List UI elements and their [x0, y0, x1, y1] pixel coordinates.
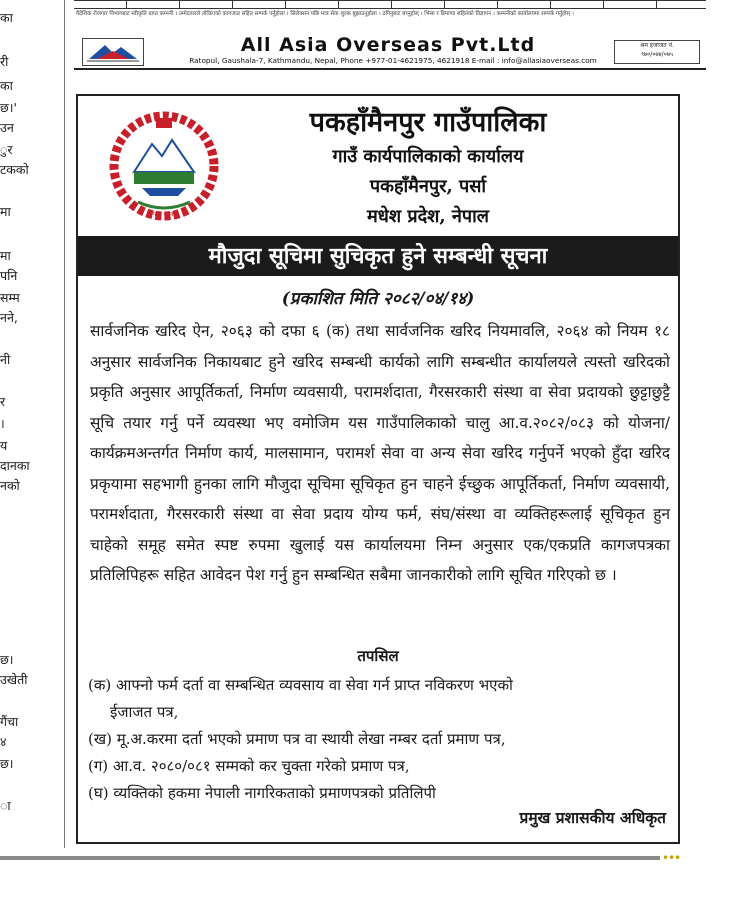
province-name: मधेश प्रदेश, नेपाल: [367, 206, 489, 227]
list-item: (ग) आ.व. २०८०/०८१ सम्मको कर चुक्ता गरेको प्रमाण पत्र,: [88, 757, 410, 775]
column-fragment: ुर: [0, 142, 13, 157]
column-fragment: सम्म: [0, 290, 20, 305]
list-item: (घ) व्यक्तिको हकमा नेपाली नागरिकताको प्रमाणपत्रको प्रतिलिपी: [88, 784, 436, 802]
column-fragment: उन: [0, 120, 14, 135]
column-fragment: का: [0, 10, 13, 25]
column-fragment: नको: [0, 478, 20, 493]
ad-fine-print: वैदेशिक रोजगार विभागबाट स्वीकृति प्राप्त कम्पनी । उम्मेदवारले तोकिएको कागजात सहित सम्पर्क गर्नुहोला । सिलेक्सन पछि मात्र सेवा शुल्क बुझाउनुहोला । ठगिनुबाट बच्नुहोस् । भिसा र डिमाण्ड सहितको विज्ञापन । कम्पनीको कार्यालयमा सम्पर्क गर्नुहोस् ।: [76, 11, 574, 17]
column-fragment: गैंचा: [0, 714, 19, 729]
public-notice: [76, 94, 680, 844]
published-date: (प्रकाशित मिति २०८२/०४/१४): [281, 289, 475, 309]
signatory-title: प्रमुख प्रशासकीय अधिकृत: [519, 808, 666, 827]
license-label: श्रम इजाजत नं.: [640, 42, 674, 49]
column-fragment: य: [0, 438, 8, 453]
column-fragment: ।: [0, 416, 5, 431]
company-logo: [82, 38, 144, 66]
column-fragment: टकको: [0, 162, 29, 177]
ad-table-strip: [74, 0, 706, 9]
page-bottom-rule: [0, 856, 660, 860]
office-name: गाउँ कार्यपालिकाको कार्यालय: [332, 146, 524, 167]
column-fragment: मा: [0, 248, 11, 263]
column-fragment: उखेती: [0, 672, 28, 687]
left-column-fragments: [0, 0, 58, 860]
column-fragment: ४: [0, 734, 7, 749]
required-documents: [88, 672, 668, 807]
list-item: ईजाजत पत्र,: [110, 703, 179, 721]
license-number: ९७०/०७४/०७५: [640, 51, 674, 58]
list-heading: तपसिल: [357, 647, 399, 665]
column-fragment: र: [0, 394, 6, 409]
license-box: [614, 40, 700, 64]
emblem-text: नेपाल सरकार: [149, 211, 179, 218]
column-fragment: दानका: [0, 458, 30, 473]
column-fragment: मा: [0, 204, 11, 219]
list-item: (ख) मू.अ.करमा दर्ता भएको प्रमाण पत्र वा स्थायी लेखा नम्बर दर्ता प्रमाण पत्र,: [88, 730, 506, 748]
ellipsis-icon: •••: [662, 851, 681, 865]
column-fragment: पनि: [0, 268, 18, 283]
list-item: (क) आफ्नो फर्म दर्ता वा सम्बन्धित व्यवसाय वा सेवा गर्न प्राप्त नविकरण भएको: [88, 676, 513, 694]
company-address: Ratopul, Gaushala-7, Kathmandu, Nepal, Phone +977-01-4621975, 4621918 E-mail : info@allasiaoverseas.com: [189, 56, 597, 65]
column-divider: [64, 0, 65, 848]
column-fragment: नी: [0, 352, 11, 367]
company-name: All Asia Overseas Pvt.Ltd: [240, 34, 536, 56]
column-fragment: छ।: [0, 652, 14, 667]
column-fragment: ा: [0, 798, 11, 813]
column-fragment: का: [0, 78, 13, 93]
notice-heading: मौजुदा सूचिमा सुचिकृत हुने सम्बन्धी सूचना: [78, 236, 678, 276]
advertisement: [74, 0, 706, 70]
column-fragment: छ।': [0, 100, 17, 115]
municipality-name: पकहाँमैनपुर गाउँपालिका: [309, 107, 547, 138]
notice-body: सार्वजनिक खरिद ऐन, २०६३ को दफा ६ (क) तथा सार्वजनिक खरिद नियमावलि, २०६४ को नियम १८ अनुसार सार्वजनिक निकायबाट हुने खरिद सम्बन्धी कार्यको लागि सम्बन्धीत कार्यालयले त्यस्तो खरिदको प्रकृति अनुसार आपूर्तिकर्ता, निर्माण व्यवसायी, परामर्शदाता, गैरसरकारी संस्था वा सेवा प्रदायको छुट्टाछुट्टै सूचि तयार गर्नु पर्ने व्यवस्था भए वमोजिम यस गाउँपालिकाको चालु आ.व.२०८२/०८३ को योजना/कार्यक्रमअन्तर्गत निर्माण कार्य, मालसामान, परामर्श सेवा वा अन्य सेवा खरिद गर्नुपर्ने भएको हुँदा खरिद प्रकृयामा सहभागी हुनका लागि मौजुदा सूचिमा सूचिकृत हुन चाहने ईच्छुक आपूर्तिकर्ता, निर्माण व्यवसायी, परामर्शदाता, गैरसरकारी संस्था वा सेवा प्रदाय योग्य फर्म, संघ/संस्था वा व्यक्तिहरूलाई सूचिकृत हुन चाहेको समूह समेत स्पष्ट रुपमा खुलाई यस कार्यालयमा निम्न अनुसार एक/एकप्रति कागजपत्रका प्रतिलिपिहरू सहित आवेदन पेश गर्नु हुन सम्बन्धित सबैमा जानकारीको लागि सूचित गरिएको छ ।: [90, 322, 670, 584]
column-fragment: नने,: [0, 310, 18, 325]
office-location: पकहाँमैनपुर, पर्सा: [369, 176, 487, 197]
column-fragment: छ।: [0, 756, 14, 771]
column-fragment: री: [0, 54, 9, 69]
